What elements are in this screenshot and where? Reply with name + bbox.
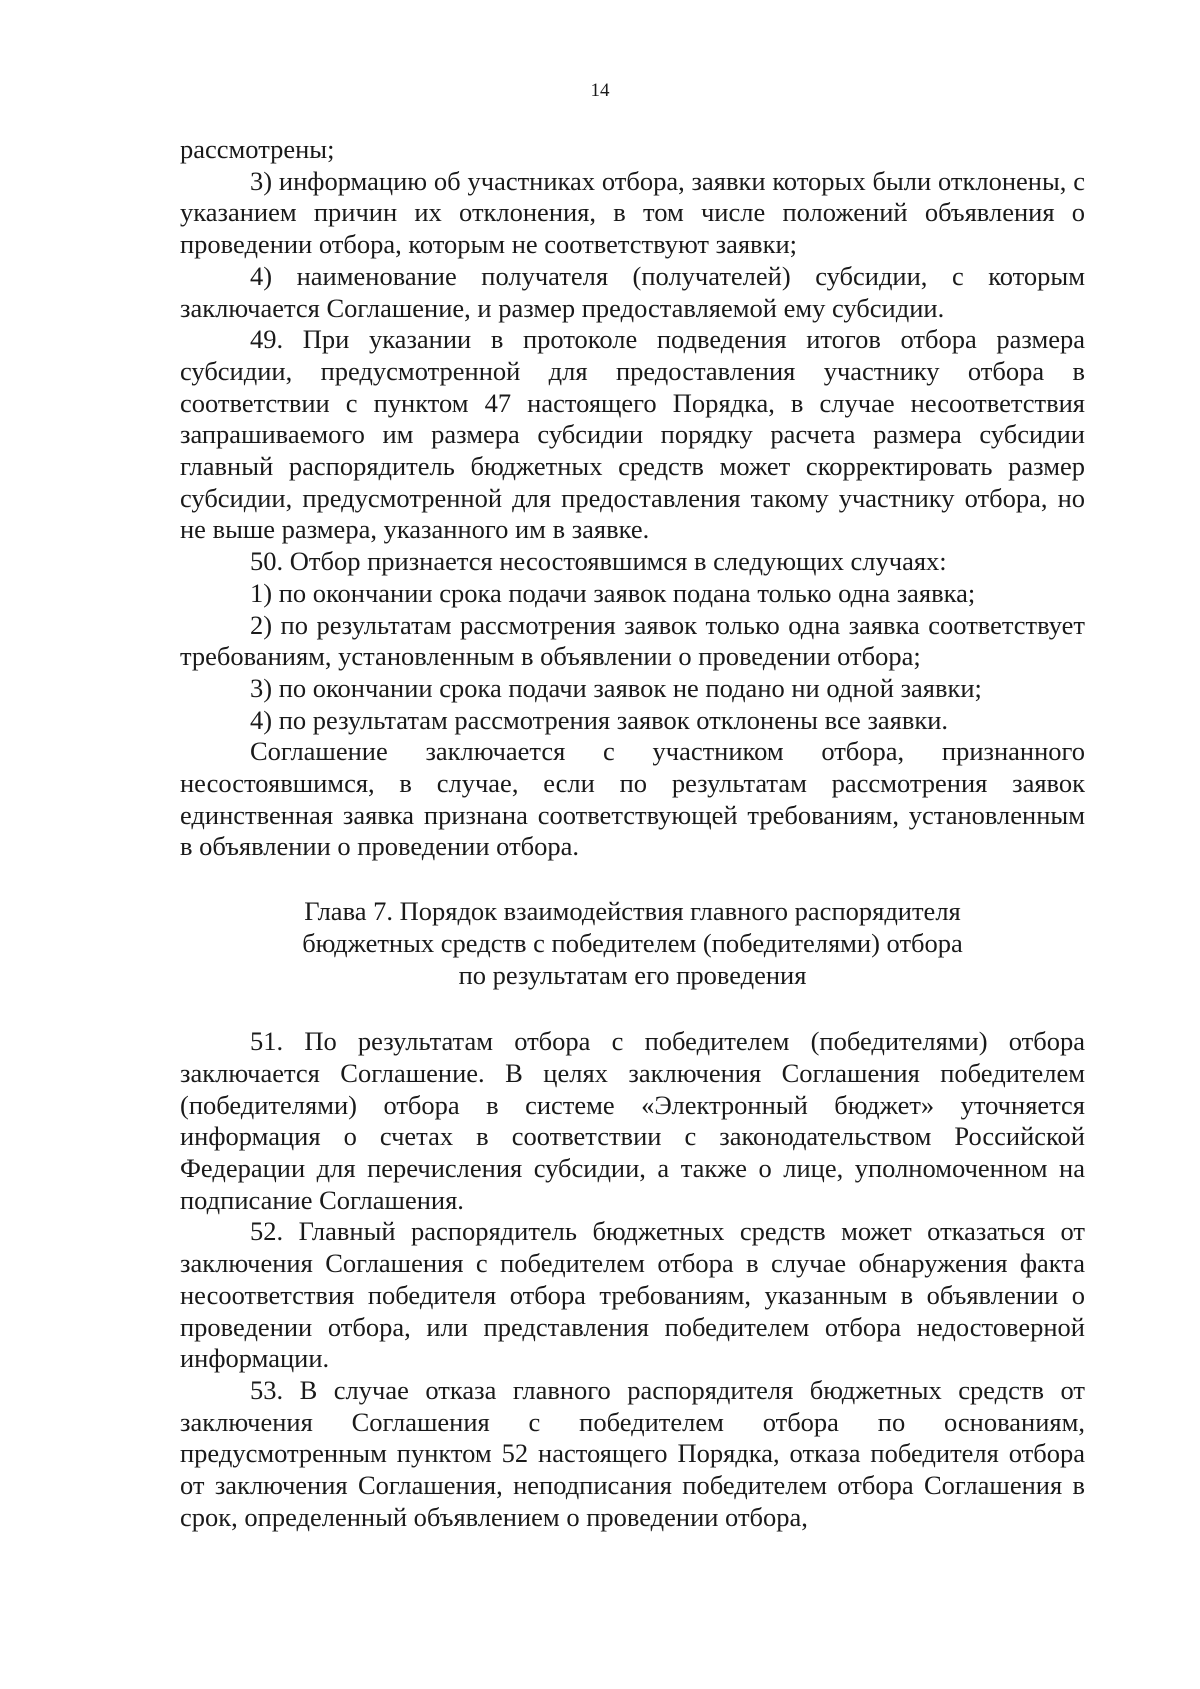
chapter-heading-line: Глава 7. Порядок взаимодействия главного распорядителя [304, 896, 961, 927]
chapter-heading-line: по результатам его проведения [458, 960, 807, 991]
page-number: 14 [590, 80, 610, 101]
chapter-heading [180, 895, 1085, 991]
paragraph: 51. По результатам отбора с победителем (победителями) отбора заключается Соглашение. В целях заключения Соглашения победителем (победителями) отбора в системе «Электронный бюджет» уточняется информация о счетах в соответствии с законодательством Российской Федерации для перечисления субсидии, а также о лице, уполномоченном на подписание Соглашения. [180, 1026, 1085, 1215]
chapter-heading-line: бюджетных средств с победителем (победителями) отбора [302, 928, 963, 959]
paragraph: 3) информацию об участниках отбора, заявки которых были отклонены, с указанием причин их отклонения, в том числе положений объявления о проведении отбора, которым не соответствуют заявки; [180, 165, 1085, 260]
document-body [180, 134, 1085, 1533]
paragraph: 2) по результатам рассмотрения заявок только одна заявка соответствует требованиям, установленным в объявлении о проведении отбора; [180, 609, 1085, 672]
paragraph: Соглашение заключается с участником отбора, признанного несостоявшимся, в случае, если по результатам рассмотрения заявок единственная заявка признана соответствующей требованиям, установленным в объявлении о проведении отбора. [180, 736, 1085, 862]
paragraph: 4) по результатам рассмотрения заявок отклонены все заявки. [250, 704, 949, 735]
paragraph: 1) по окончании срока подачи заявок подана только одна заявка; [250, 577, 976, 608]
paragraph: 53. В случае отказа главного распорядителя бюджетных средств от заключения Соглашения с победителем отбора по основаниям, предусмотренным пунктом 52 настоящего Порядка, отказа победителя отбора от заключения Соглашения, неподписания победителем отбора Соглашения в срок, определенный объявлением о проведении отбора, [180, 1374, 1085, 1532]
paragraph: 50. Отбор признается несостоявшимся в следующих случаях: [250, 546, 947, 577]
paragraph: 49. При указании в протоколе подведения итогов отбора размера субсидии, предусмотренной для предоставления участнику отбора в соответствии с пунктом 47 настоящего Порядка, в случае несоответствия запрашиваемого им размера субсидии порядку расчета размера субсидии главный распорядитель бюджетных средств может скорректировать размер субсидии, предусмотренной для предоставления такому участнику отбора, но не выше размера, указанного им в заявке. [180, 324, 1085, 545]
paragraph: 52. Главный распорядитель бюджетных средств может отказаться от заключения Соглашения с победителем отбора в случае обнаружения факта несоответствия победителя отбора требованиям, указанным в объявлении о проведении отбора, или представления победителем отбора недостоверной информации. [180, 1216, 1085, 1374]
paragraph: 4) наименование получателя (получателей) субсидии, с которым заключается Соглашение, и размер предоставляемой ему субсидии. [180, 260, 1085, 323]
paragraph: 3) по окончании срока подачи заявок не подано ни одной заявки; [250, 672, 982, 703]
paragraph: рассмотрены; [180, 134, 335, 164]
